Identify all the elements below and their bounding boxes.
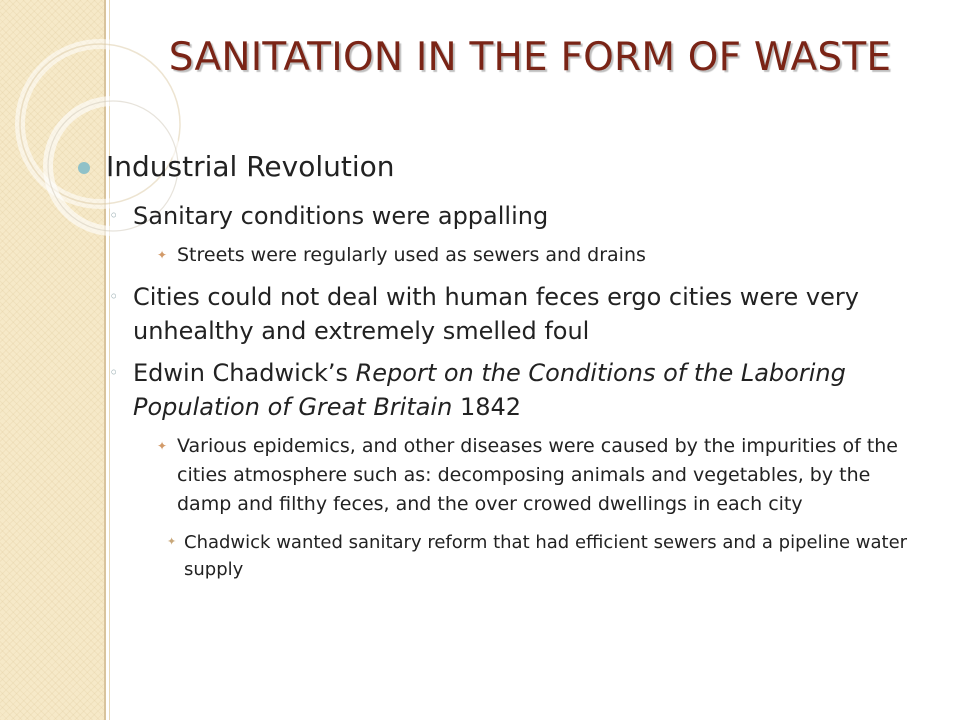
bullet-epidemics <box>157 432 928 519</box>
circle-bullet-icon <box>78 162 90 174</box>
bullet-chadwick-report <box>109 356 928 424</box>
sparkle-bullet-icon: ✦ <box>167 535 177 548</box>
bullet-cities-feces <box>109 280 928 348</box>
bullet-text-prefix: Edwin Chadwick’s <box>133 359 356 387</box>
ring-bullet-icon: ◦ <box>109 363 119 382</box>
bullet-text: Cities could not deal with human feces ergo cities were very unhealthy and extremely smelled foul <box>133 283 859 345</box>
sparkle-bullet-icon: ✦ <box>157 248 168 262</box>
bullet-text: Chadwick wanted sanitary reform that had efficient sewers and a pipeline water supply <box>184 532 908 580</box>
report-title: Report on the Conditions of the Laboring Population of Great Britain <box>133 359 846 421</box>
bullet-text: Various epidemics, and other diseases were caused by the impurities of the cities atmosphere such as: decomposing animals and vegetables, by the damp and filthy feces, and the over crowed dwellings in each city <box>177 435 898 515</box>
bullet-text-suffix: 1842 <box>452 393 522 421</box>
bullet-text: Streets were regularly used as sewers and drains <box>177 244 646 266</box>
sparkle-bullet-icon: ✦ <box>157 439 168 453</box>
bullet-sanitary-conditions <box>109 199 928 233</box>
ring-bullet-icon: ◦ <box>109 206 119 225</box>
bullet-text: Sanitary conditions were appalling <box>133 202 549 230</box>
slide-content <box>78 147 928 583</box>
bullet-text: Industrial Revolution <box>106 150 395 183</box>
bullet-industrial-revolution <box>78 147 928 187</box>
slide-title: SANITATION IN THE FORM OF WASTE <box>168 35 892 80</box>
ring-bullet-icon: ◦ <box>109 287 119 306</box>
bullet-streets-sewers <box>157 241 928 270</box>
bullet-chadwick-reform <box>157 529 928 583</box>
